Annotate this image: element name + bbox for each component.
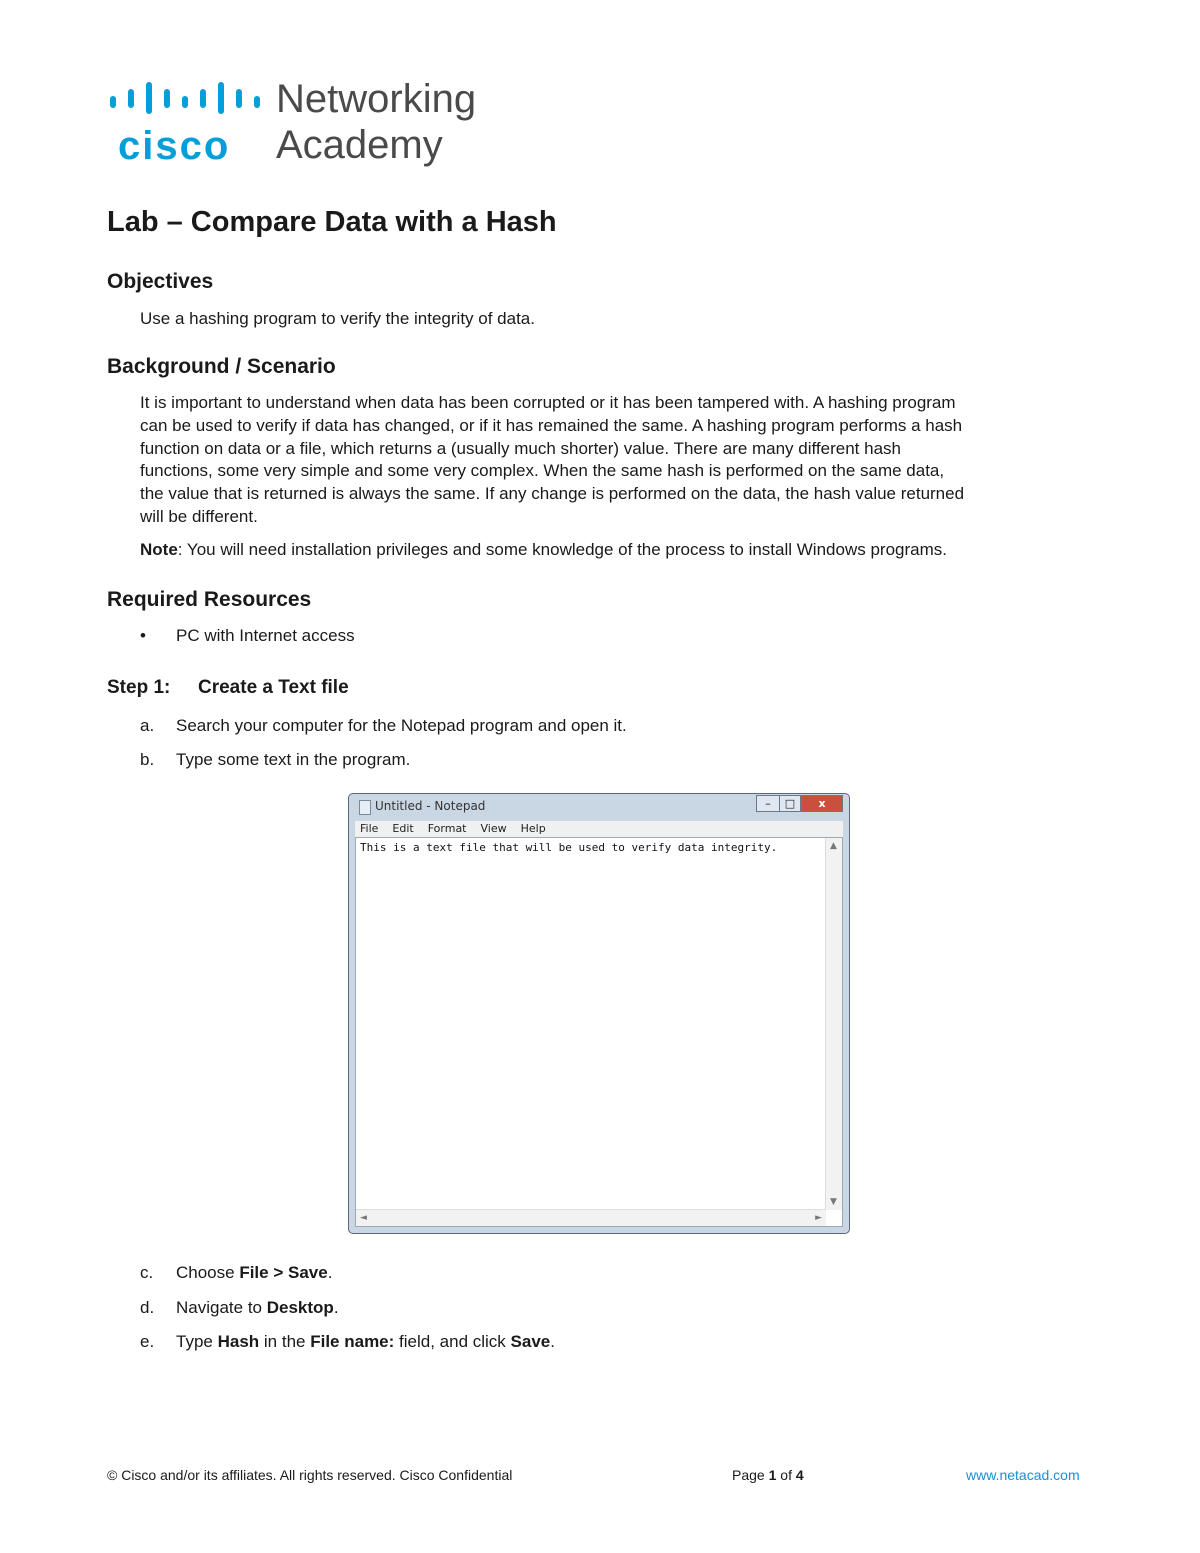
scroll-down-icon[interactable]: ▼ bbox=[830, 1197, 837, 1207]
menu-help[interactable]: Help bbox=[520, 822, 546, 835]
logo-title-line1: Networking bbox=[276, 77, 477, 121]
page-current: 1 bbox=[768, 1467, 777, 1483]
background-heading: Background / Scenario bbox=[107, 355, 336, 378]
item-text: . bbox=[327, 1263, 333, 1282]
list-item bbox=[140, 1297, 339, 1319]
menu-edit[interactable]: Edit bbox=[392, 822, 414, 835]
item-letter: d. bbox=[140, 1298, 155, 1317]
item-text: in the bbox=[259, 1332, 311, 1351]
item-bold: Hash bbox=[217, 1332, 260, 1351]
step-number: Step 1: bbox=[107, 677, 171, 698]
logo-title-line2: Academy bbox=[276, 123, 443, 167]
page-title: Lab – Compare Data with a Hash bbox=[107, 206, 557, 238]
horizontal-scrollbar[interactable] bbox=[356, 1209, 826, 1226]
vertical-scrollbar[interactable] bbox=[825, 838, 842, 1210]
menu-format[interactable]: Format bbox=[427, 822, 467, 835]
item-text: Search your computer for the Notepad program and open it. bbox=[176, 716, 627, 735]
item-text: . bbox=[550, 1332, 555, 1351]
page-label: Page bbox=[732, 1467, 769, 1483]
page-of: of bbox=[776, 1467, 796, 1483]
notepad-icon bbox=[359, 800, 371, 815]
notepad-titlebar bbox=[349, 794, 849, 819]
item-text: Navigate to bbox=[176, 1298, 267, 1317]
menu-file[interactable]: File bbox=[360, 822, 379, 835]
notepad-editor[interactable] bbox=[355, 837, 843, 1227]
item-bold: File > Save bbox=[239, 1263, 328, 1282]
list-item bbox=[140, 1262, 332, 1284]
notepad-menubar bbox=[355, 821, 843, 837]
scroll-left-icon[interactable]: ◄ bbox=[360, 1213, 367, 1223]
background-line: the value that is returned is always the same. If any change is performed on the data, the hash value returned bbox=[140, 484, 965, 504]
step-title: Create a Text file bbox=[198, 677, 349, 698]
scroll-up-icon[interactable]: ▲ bbox=[830, 841, 837, 851]
item-text: Type some text in the program. bbox=[176, 750, 411, 769]
notepad-window bbox=[348, 793, 850, 1234]
background-paragraph bbox=[140, 392, 1100, 529]
item-letter: c. bbox=[140, 1263, 154, 1282]
list-item bbox=[140, 715, 627, 737]
note-label: Note bbox=[140, 540, 178, 559]
step-heading bbox=[107, 676, 349, 700]
background-line: It is important to understand when data has been corrupted or it has been tampered with. A hashing program bbox=[140, 393, 956, 412]
close-button[interactable]: x bbox=[801, 795, 843, 812]
list-item bbox=[140, 1331, 555, 1353]
background-line: can be used to verify if data has changed, or if it has remained the same. A hashing program performs a hash bbox=[140, 415, 963, 435]
item-text: Type bbox=[176, 1332, 218, 1351]
background-line: functions, some very simple and some very complex. When the same hash is performed on the same data, bbox=[140, 461, 945, 481]
minimize-button[interactable]: – bbox=[756, 795, 780, 812]
item-bold: File name: bbox=[310, 1332, 395, 1351]
note-text: : You will need installation privileges and some knowledge of the process to install Windows programs. bbox=[177, 540, 947, 559]
list-item bbox=[140, 749, 410, 771]
footer-copyright: © Cisco and/or its affiliates. All rights reserved. Cisco Confidential bbox=[107, 1467, 513, 1483]
item-letter: a. bbox=[140, 716, 155, 735]
maximize-button[interactable]: □ bbox=[779, 795, 801, 812]
background-line: function on data or a file, which returns a (usually much shorter) value. There are many different hash bbox=[140, 438, 901, 458]
menu-view[interactable]: View bbox=[480, 822, 507, 835]
item-text: Choose bbox=[176, 1263, 240, 1282]
objectives-text: Use a hashing program to verify the integrity of data. bbox=[140, 309, 535, 328]
cisco-logo-bars bbox=[108, 82, 268, 114]
resources-heading: Required Resources bbox=[107, 588, 312, 611]
notepad-content: This is a text file that will be used to verify data integrity. bbox=[360, 841, 778, 854]
item-bold: Desktop bbox=[266, 1298, 334, 1317]
bullet-glyph: • bbox=[140, 626, 146, 645]
logo-title bbox=[276, 76, 476, 168]
scroll-right-icon[interactable]: ► bbox=[815, 1213, 822, 1223]
footer-url-link[interactable]: www.netacad.com bbox=[966, 1467, 1080, 1483]
resource-item: PC with Internet access bbox=[176, 626, 355, 645]
item-letter: b. bbox=[140, 750, 155, 769]
cisco-wordmark: cisco bbox=[118, 124, 231, 168]
note-paragraph bbox=[140, 539, 1100, 562]
footer-page-number bbox=[732, 1466, 804, 1484]
item-text: . bbox=[333, 1298, 339, 1317]
objectives-heading: Objectives bbox=[107, 270, 214, 293]
item-text: field, and click bbox=[394, 1332, 511, 1351]
background-line: will be different. bbox=[140, 506, 258, 526]
list-item bbox=[140, 625, 355, 647]
page-total: 4 bbox=[795, 1467, 804, 1483]
notepad-title: Untitled - Notepad bbox=[375, 799, 486, 813]
item-bold: Save bbox=[510, 1332, 551, 1351]
item-letter: e. bbox=[140, 1332, 155, 1351]
